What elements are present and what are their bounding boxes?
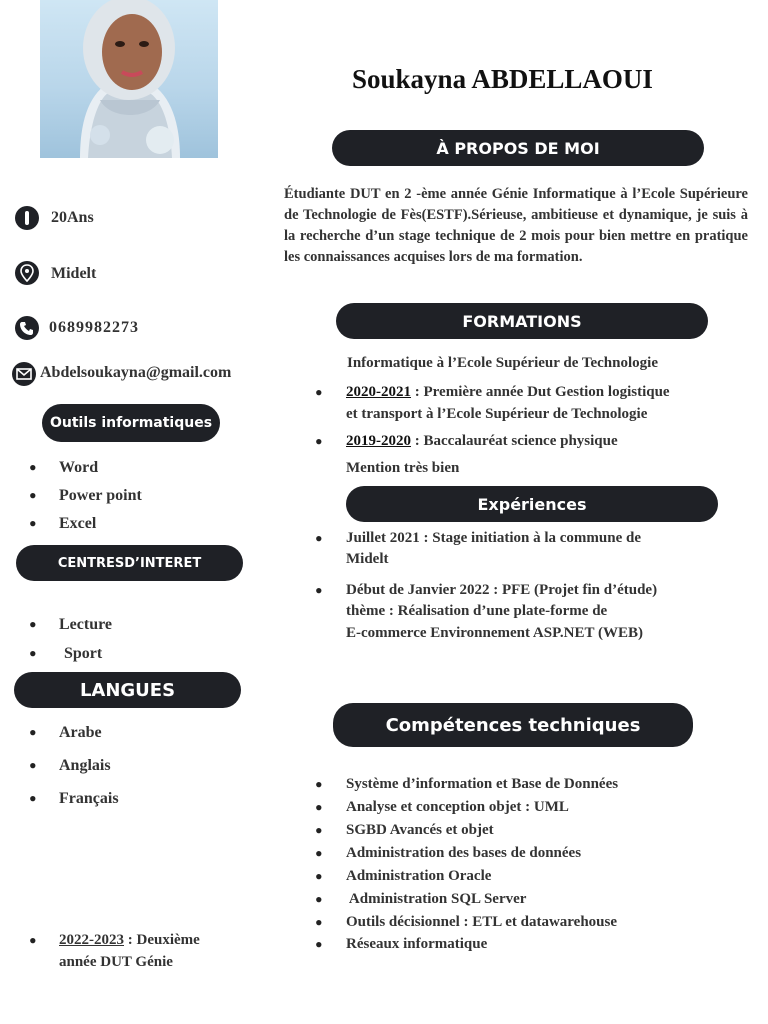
interets-heading-label: CENTRESD’INTERET: [57, 555, 202, 571]
formations-intro: Informatique à l’Ecole Supérieur de Technologie: [347, 355, 658, 371]
outils-item: Power point: [59, 487, 142, 504]
bullet-icon: •: [28, 616, 38, 634]
bullet-icon: •: [28, 487, 38, 505]
age-icon: [15, 206, 39, 230]
formation-desc: : Première année Dut Gestion logistique: [414, 384, 670, 400]
bullet-icon: •: [314, 433, 324, 451]
competences-heading-label: Compétences techniques: [385, 714, 641, 736]
bullet-icon: •: [314, 530, 324, 548]
formations-heading: [336, 303, 708, 339]
outils-heading-label: Outils informatiques: [49, 415, 213, 431]
envelope-icon: [12, 362, 36, 386]
experience-line: Midelt: [346, 551, 389, 567]
bullet-icon: •: [28, 724, 38, 742]
phone-icon: [15, 316, 39, 340]
left-formation-line1: [59, 932, 200, 949]
bullet-icon: •: [314, 822, 324, 840]
candidate-name: Soukayna ABDELLAOUI: [352, 64, 653, 94]
interet-item: Sport: [64, 645, 103, 662]
bullet-icon: •: [314, 914, 324, 932]
competence-item: Administration des bases de données: [346, 845, 582, 861]
bullet-icon: •: [28, 515, 38, 533]
phone-text: 0689982273: [49, 319, 139, 336]
competence-item: Administration SQL Server: [346, 891, 527, 907]
langue-item: Anglais: [59, 757, 111, 774]
outils-heading: [42, 404, 220, 442]
experience-line: E-commerce Environnement ASP.NET (WEB): [346, 625, 643, 641]
outils-item: Word: [59, 459, 99, 476]
about-text: Étudiante DUT en 2 -ème année Génie Informatique à l’Ecole Supérieure de Technologie de Fès(ESTF).Sérieuse, ambitieuse et dynamique, je suis à la recherche d’un stage technique de 2 mois pour bien mettre en pratique les connaissances acquises lors de ma formation.: [284, 186, 748, 265]
competences-heading: [333, 703, 693, 747]
bullet-icon: •: [28, 459, 38, 477]
competence-item: Outils décisionnel : ETL et datawarehouse: [346, 914, 617, 930]
langues-heading: [14, 672, 241, 708]
bullet-icon: •: [314, 776, 324, 794]
bullet-icon: •: [28, 645, 38, 663]
formation-item-line2: et transport à l’Ecole Supérieur de Technologie: [346, 406, 648, 422]
city-text: Midelt: [51, 265, 97, 282]
bullet-icon: •: [314, 868, 324, 886]
competence-item: Système d’information et Base de Données: [346, 776, 619, 792]
bullet-icon: •: [28, 790, 38, 808]
experiences-heading: [346, 486, 718, 522]
about-heading-label: À PROPOS DE MOI: [436, 138, 600, 158]
bullet-icon: •: [314, 384, 324, 402]
location-pin-icon: [15, 261, 39, 285]
outils-item: Excel: [59, 515, 97, 532]
competence-item: SGBD Avancés et objet: [346, 822, 494, 838]
formation-years: 2019-2020: [346, 433, 411, 449]
langue-item: Arabe: [59, 724, 102, 741]
experience-line: Début de Janvier 2022 : PFE (Projet fin d’étude): [346, 582, 658, 598]
langues-heading-label: LANGUES: [79, 679, 176, 701]
experience-line: Juillet 2021 : Stage initiation à la commune de: [346, 530, 641, 546]
experience-line: thème : Réalisation d’une plate-forme de: [346, 603, 608, 619]
interet-item: Lecture: [59, 616, 113, 633]
age-text: 20Ans: [51, 209, 94, 226]
formations-heading-label: FORMATIONS: [462, 311, 582, 331]
profile-photo: [40, 0, 218, 158]
bullet-icon: •: [314, 891, 324, 909]
left-formation-rest: : Deuxième: [127, 932, 200, 948]
bullet-icon: •: [314, 845, 324, 863]
bullet-icon: •: [28, 757, 38, 775]
left-formation-line2: année DUT Génie: [59, 954, 173, 970]
competence-item: Administration Oracle: [346, 868, 492, 884]
email-link[interactable]: Abdelsoukayna@gmail.com: [40, 364, 232, 381]
bullet-icon: •: [28, 932, 38, 950]
competence-item: Analyse et conception objet : UML: [346, 799, 569, 815]
formation-item-line1: [346, 384, 670, 401]
formation-item-line2: Mention très bien: [346, 460, 460, 476]
formation-item-line1: [346, 433, 618, 450]
bullet-icon: •: [314, 582, 324, 600]
bullet-icon: •: [314, 799, 324, 817]
competence-item: Réseaux informatique: [346, 936, 488, 952]
bullet-icon: •: [314, 936, 324, 954]
portrait-illustration: [40, 0, 218, 158]
left-formation-years: 2022-2023: [59, 932, 124, 948]
langue-item: Français: [59, 790, 119, 807]
experiences-heading-label: Expériences: [477, 494, 587, 514]
interets-heading: [16, 545, 243, 581]
formation-years: 2020-2021: [346, 384, 411, 400]
formation-desc: : Baccalauréat science physique: [414, 433, 618, 449]
about-heading: [332, 130, 704, 166]
